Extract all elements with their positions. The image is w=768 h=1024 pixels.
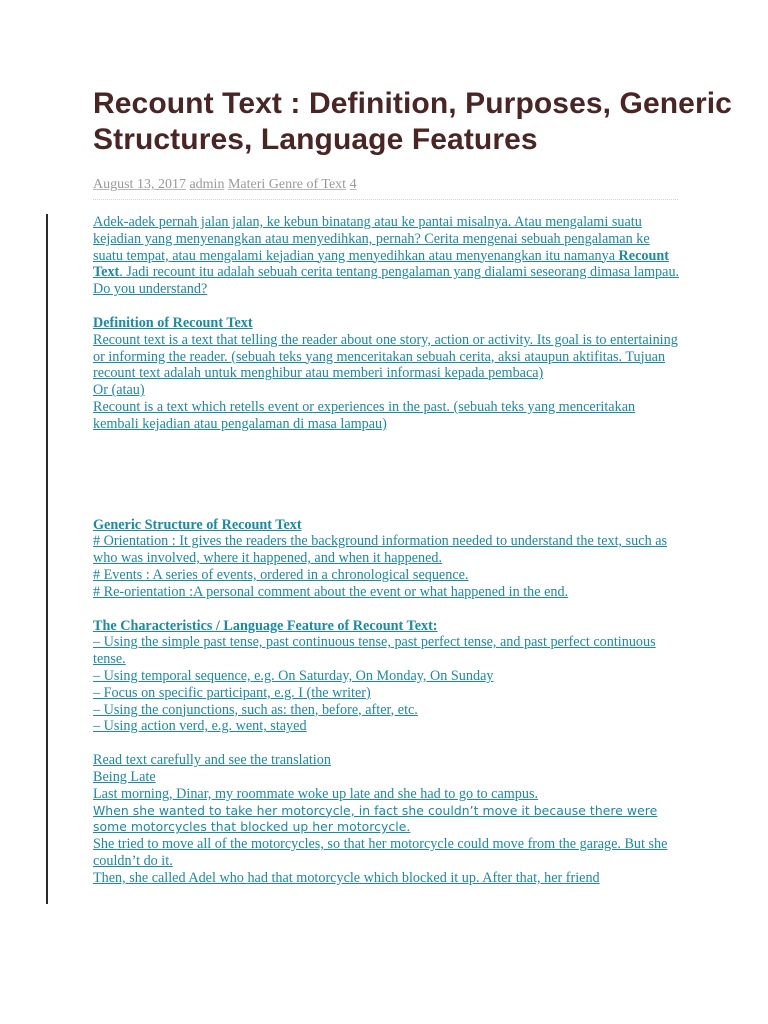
feature-item[interactable]: – Using action verd, e.g. went, stayed — [93, 718, 307, 735]
article-title: Recount Text : Definition, Purposes, Generic Structures, Language Features — [93, 87, 732, 156]
story-line-3[interactable]: She tried to move all of the motorcycles, so that her motorcycle could move from the garage. But she couldn’t do it. — [93, 836, 668, 869]
spacer — [93, 735, 683, 752]
spacer — [93, 601, 683, 618]
feature-item[interactable]: – Using the simple past tense, past continuous tense, past perfect tense, and past perfect continuous tense. — [93, 634, 656, 668]
story-line-2[interactable]: When she wanted to take her motorcycle, in fact she couldn’t move it because there were some motorcycles that blocked up her motorcycle. — [93, 802, 658, 835]
definition-text-2[interactable]: Recount is a text which retells event or experiences in the past. (sebuah teks yang menceritakan kembali kejadian atau pengalaman di masa lampau) — [93, 398, 636, 432]
story-intro[interactable]: Read text carefully and see the translation — [93, 752, 331, 769]
story-title[interactable]: Being Late — [93, 768, 156, 785]
structure-heading[interactable]: Generic Structure of Recount Text — [93, 516, 302, 533]
definition-heading[interactable]: Definition of Recount Text — [93, 314, 253, 331]
structure-events[interactable]: # Events : A series of events, ordered in a chronological sequence. — [93, 566, 469, 583]
category-link[interactable]: Materi Genre of Text — [227, 177, 347, 192]
definition-text-1[interactable]: Recount text is a text that telling the reader about one story, action or activity. Its goal is to entertaining or informing the reader. (sebuah teks yang menceritakan sebuah cerita, aksi ataupun aktifitas. Tujuan recount text adalah untuk menghibur atau memberi informasi kepada pembaca) — [93, 331, 678, 382]
features-heading[interactable]: The Characteristics / Language Feature of Recount Text: — [93, 617, 438, 634]
feature-item[interactable]: – Focus on specific participant, e.g. I (the writer) — [93, 684, 371, 701]
intro-paragraph[interactable] — [93, 214, 683, 298]
intro-bold-term: Recount Text — [93, 247, 669, 281]
comments-count-link[interactable]: 4 — [349, 177, 357, 192]
structure-orientation[interactable]: # Orientation : It gives the readers the background information needed to understand the text, such as who was involved, where it happened, and when it happened. — [93, 533, 668, 567]
definition-or[interactable]: Or (atau) — [93, 382, 145, 399]
intro-text-after: . Jadi recount itu adalah sebuah cerita tentang pengalaman yang dialami seseorang dimasa lampau. Do you understand? — [93, 264, 680, 298]
structure-reorientation[interactable]: # Re-orientation :A personal comment about the event or what happened in the end. — [93, 583, 569, 600]
article-meta — [93, 176, 357, 194]
feature-item[interactable]: – Using temporal sequence, e.g. On Saturday, On Monday, On Sunday — [93, 667, 494, 684]
author-link[interactable]: admin — [189, 177, 225, 192]
story-line-1[interactable]: Last morning, Dinar, my roommate woke up late and she had to go to campus. — [93, 785, 539, 802]
post-date-link[interactable]: August 13, 2017 — [93, 177, 186, 192]
meta-divider — [93, 199, 678, 200]
margin-rule — [46, 214, 48, 904]
feature-item[interactable]: – Using the conjunctions, such as: then, before, after, etc. — [93, 701, 418, 718]
story-line-4[interactable]: Then, she called Adel who had that motorcycle which blocked it up. After that, her friend — [93, 869, 600, 886]
spacer — [93, 298, 683, 315]
intro-text-before: Adek-adek pernah jalan jalan, ke kebun binatang atau ke pantai misalnya. Atau mengalami suatu kejadian yang menyenangkan atau menyedihkan, pernah? Cerita mengenai sebuah pengalaman ke suatu tempat, atau mengalami kejadian yang menyedihkan atau menyenangkan itu namanya — [93, 214, 650, 264]
article-body — [93, 214, 683, 887]
spacer — [93, 433, 683, 517]
